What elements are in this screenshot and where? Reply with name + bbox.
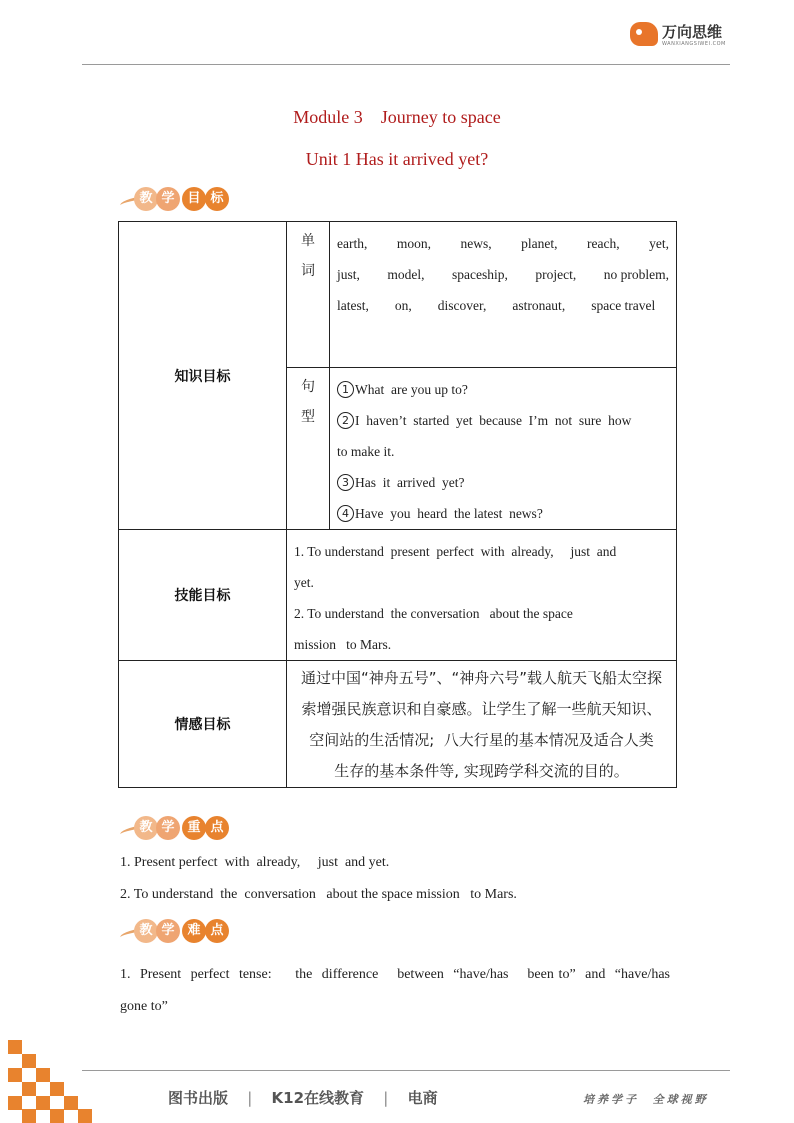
footer-separator: |: [383, 1089, 389, 1107]
sentence-item: [337, 405, 669, 436]
vocab-word: space travel: [591, 298, 656, 313]
table-row: [119, 661, 677, 788]
badge-char: 目: [182, 187, 206, 211]
table-row: [119, 222, 677, 368]
pixel-pattern-decoration: [0, 1040, 100, 1123]
skill-line: mission to Mars.: [294, 637, 392, 652]
key-point: 2. To understand the conversation about the space mission to Mars.: [120, 887, 517, 902]
badge-char: 标: [205, 187, 229, 211]
emotion-goal-text: [287, 661, 677, 788]
knowledge-goal-label: 知识目标: [119, 222, 287, 530]
skill-line: 1. To understand present perfect with already, just and: [294, 544, 617, 559]
vocab-word: latest,: [337, 298, 369, 313]
sentence-list: [330, 368, 677, 530]
difficulty-point: [120, 959, 670, 1023]
elephant-logo-icon: [630, 22, 658, 46]
footer-divider: [82, 1070, 730, 1071]
unit-title: Unit 1 Has it arrived yet?: [305, 149, 489, 169]
module-title: Module 3 Journey to space: [293, 107, 501, 127]
circled-number: 2: [337, 412, 354, 429]
emotion-line: 空间站的生活情况; 八大行星的基本情况及适合人类: [309, 731, 654, 749]
badge-char: 教: [134, 187, 158, 211]
footer-link-k12[interactable]: K12在线教育: [271, 1089, 365, 1107]
sentence-label: [287, 368, 330, 530]
skill-goal-text: [287, 530, 677, 661]
sentence-item: [337, 436, 669, 467]
footer-link-ecommerce[interactable]: 电商: [407, 1089, 438, 1107]
footer-slogan: 培养学子 全球视野: [583, 1093, 709, 1106]
circled-number: 3: [337, 474, 354, 491]
emotion-line: 索增强民族意识和自豪感。让学生了解一些航天知识、: [301, 700, 662, 718]
vocab-word: yet,: [649, 236, 669, 251]
vocab-word: moon,: [396, 236, 431, 251]
vocab-word: model,: [387, 267, 425, 282]
vocab-word: reach,: [587, 236, 620, 251]
key-point: 1. Present perfect with already, just and yet.: [120, 855, 390, 870]
badge-char: 教: [134, 919, 158, 943]
difficulty-line: 1. Present perfect tense: the difference between “have/has been to” and “have/has: [120, 967, 670, 982]
vocab-row: [337, 290, 669, 321]
skill-goal-label: 技能目标: [119, 530, 287, 661]
logo-text: 万向思维: [662, 23, 723, 41]
badge-char: 教: [134, 816, 158, 840]
sentence-text: Have you heard the latest news?: [355, 506, 543, 521]
badge-char: 难: [182, 919, 206, 943]
vocab-word: no problem,: [603, 267, 669, 282]
footer-separator: |: [247, 1089, 253, 1107]
key-points-badge: [120, 816, 232, 840]
badge-char: 点: [205, 919, 229, 943]
sentence-label-char: 句: [301, 379, 315, 395]
vocab-row: [337, 228, 669, 259]
vocab-word: news,: [460, 236, 492, 251]
vocab-label-char: 单: [301, 233, 315, 249]
skill-line: yet.: [294, 575, 314, 590]
badge-char: 重: [182, 816, 206, 840]
badge-char: 点: [205, 816, 229, 840]
brand-logo: [630, 20, 740, 50]
sentence-item: [337, 374, 669, 405]
vocab-label-char: 词: [301, 263, 315, 279]
badge-char: 学: [156, 816, 180, 840]
teaching-goals-badge: [120, 187, 232, 211]
vocab-word: project,: [535, 267, 577, 282]
sentence-text: I haven’t started yet because I’m not sure how: [355, 413, 632, 428]
sentence-text: Has it arrived yet?: [355, 475, 465, 490]
skill-line: 2. To understand the conversation about the space: [294, 606, 573, 621]
circled-number: 4: [337, 505, 354, 522]
badge-char: 学: [156, 919, 180, 943]
footer-nav: [168, 1087, 438, 1108]
difficulty-line: gone to”: [120, 999, 168, 1014]
vocab-word: on,: [394, 298, 412, 313]
sentence-text: to make it.: [337, 444, 395, 459]
vocab-word: planet,: [521, 236, 558, 251]
vocab-word: earth,: [337, 236, 368, 251]
vocab-word: spaceship,: [452, 267, 508, 282]
objectives-table: [118, 221, 677, 788]
vocab-list: [330, 222, 677, 368]
vocab-word: discover,: [437, 298, 487, 313]
sentence-label-char: 型: [301, 409, 315, 425]
logo-subtext: WANXIANGSIWEI.COM: [662, 41, 726, 47]
emotion-line: 生存的基本条件等, 实现跨学科交流的目的。: [334, 762, 629, 780]
badge-char: 学: [156, 187, 180, 211]
emotion-goal-label: 情感目标: [119, 661, 287, 788]
footer-link-books[interactable]: 图书出版: [168, 1089, 229, 1107]
vocab-label: [287, 222, 330, 368]
table-row: [119, 530, 677, 661]
sentence-item: [337, 498, 669, 529]
sentence-text: What are you up to?: [355, 382, 468, 397]
circled-number: 1: [337, 381, 354, 398]
vocab-word: astronaut,: [512, 298, 566, 313]
sentence-item: [337, 467, 669, 498]
vocab-row: [337, 259, 669, 290]
difficulties-badge: [120, 919, 232, 943]
header-divider: [82, 64, 730, 65]
emotion-line: 通过中国“神舟五号”、“神舟六号”载人航天飞船太空探: [300, 669, 663, 687]
vocab-word: just,: [337, 267, 360, 282]
